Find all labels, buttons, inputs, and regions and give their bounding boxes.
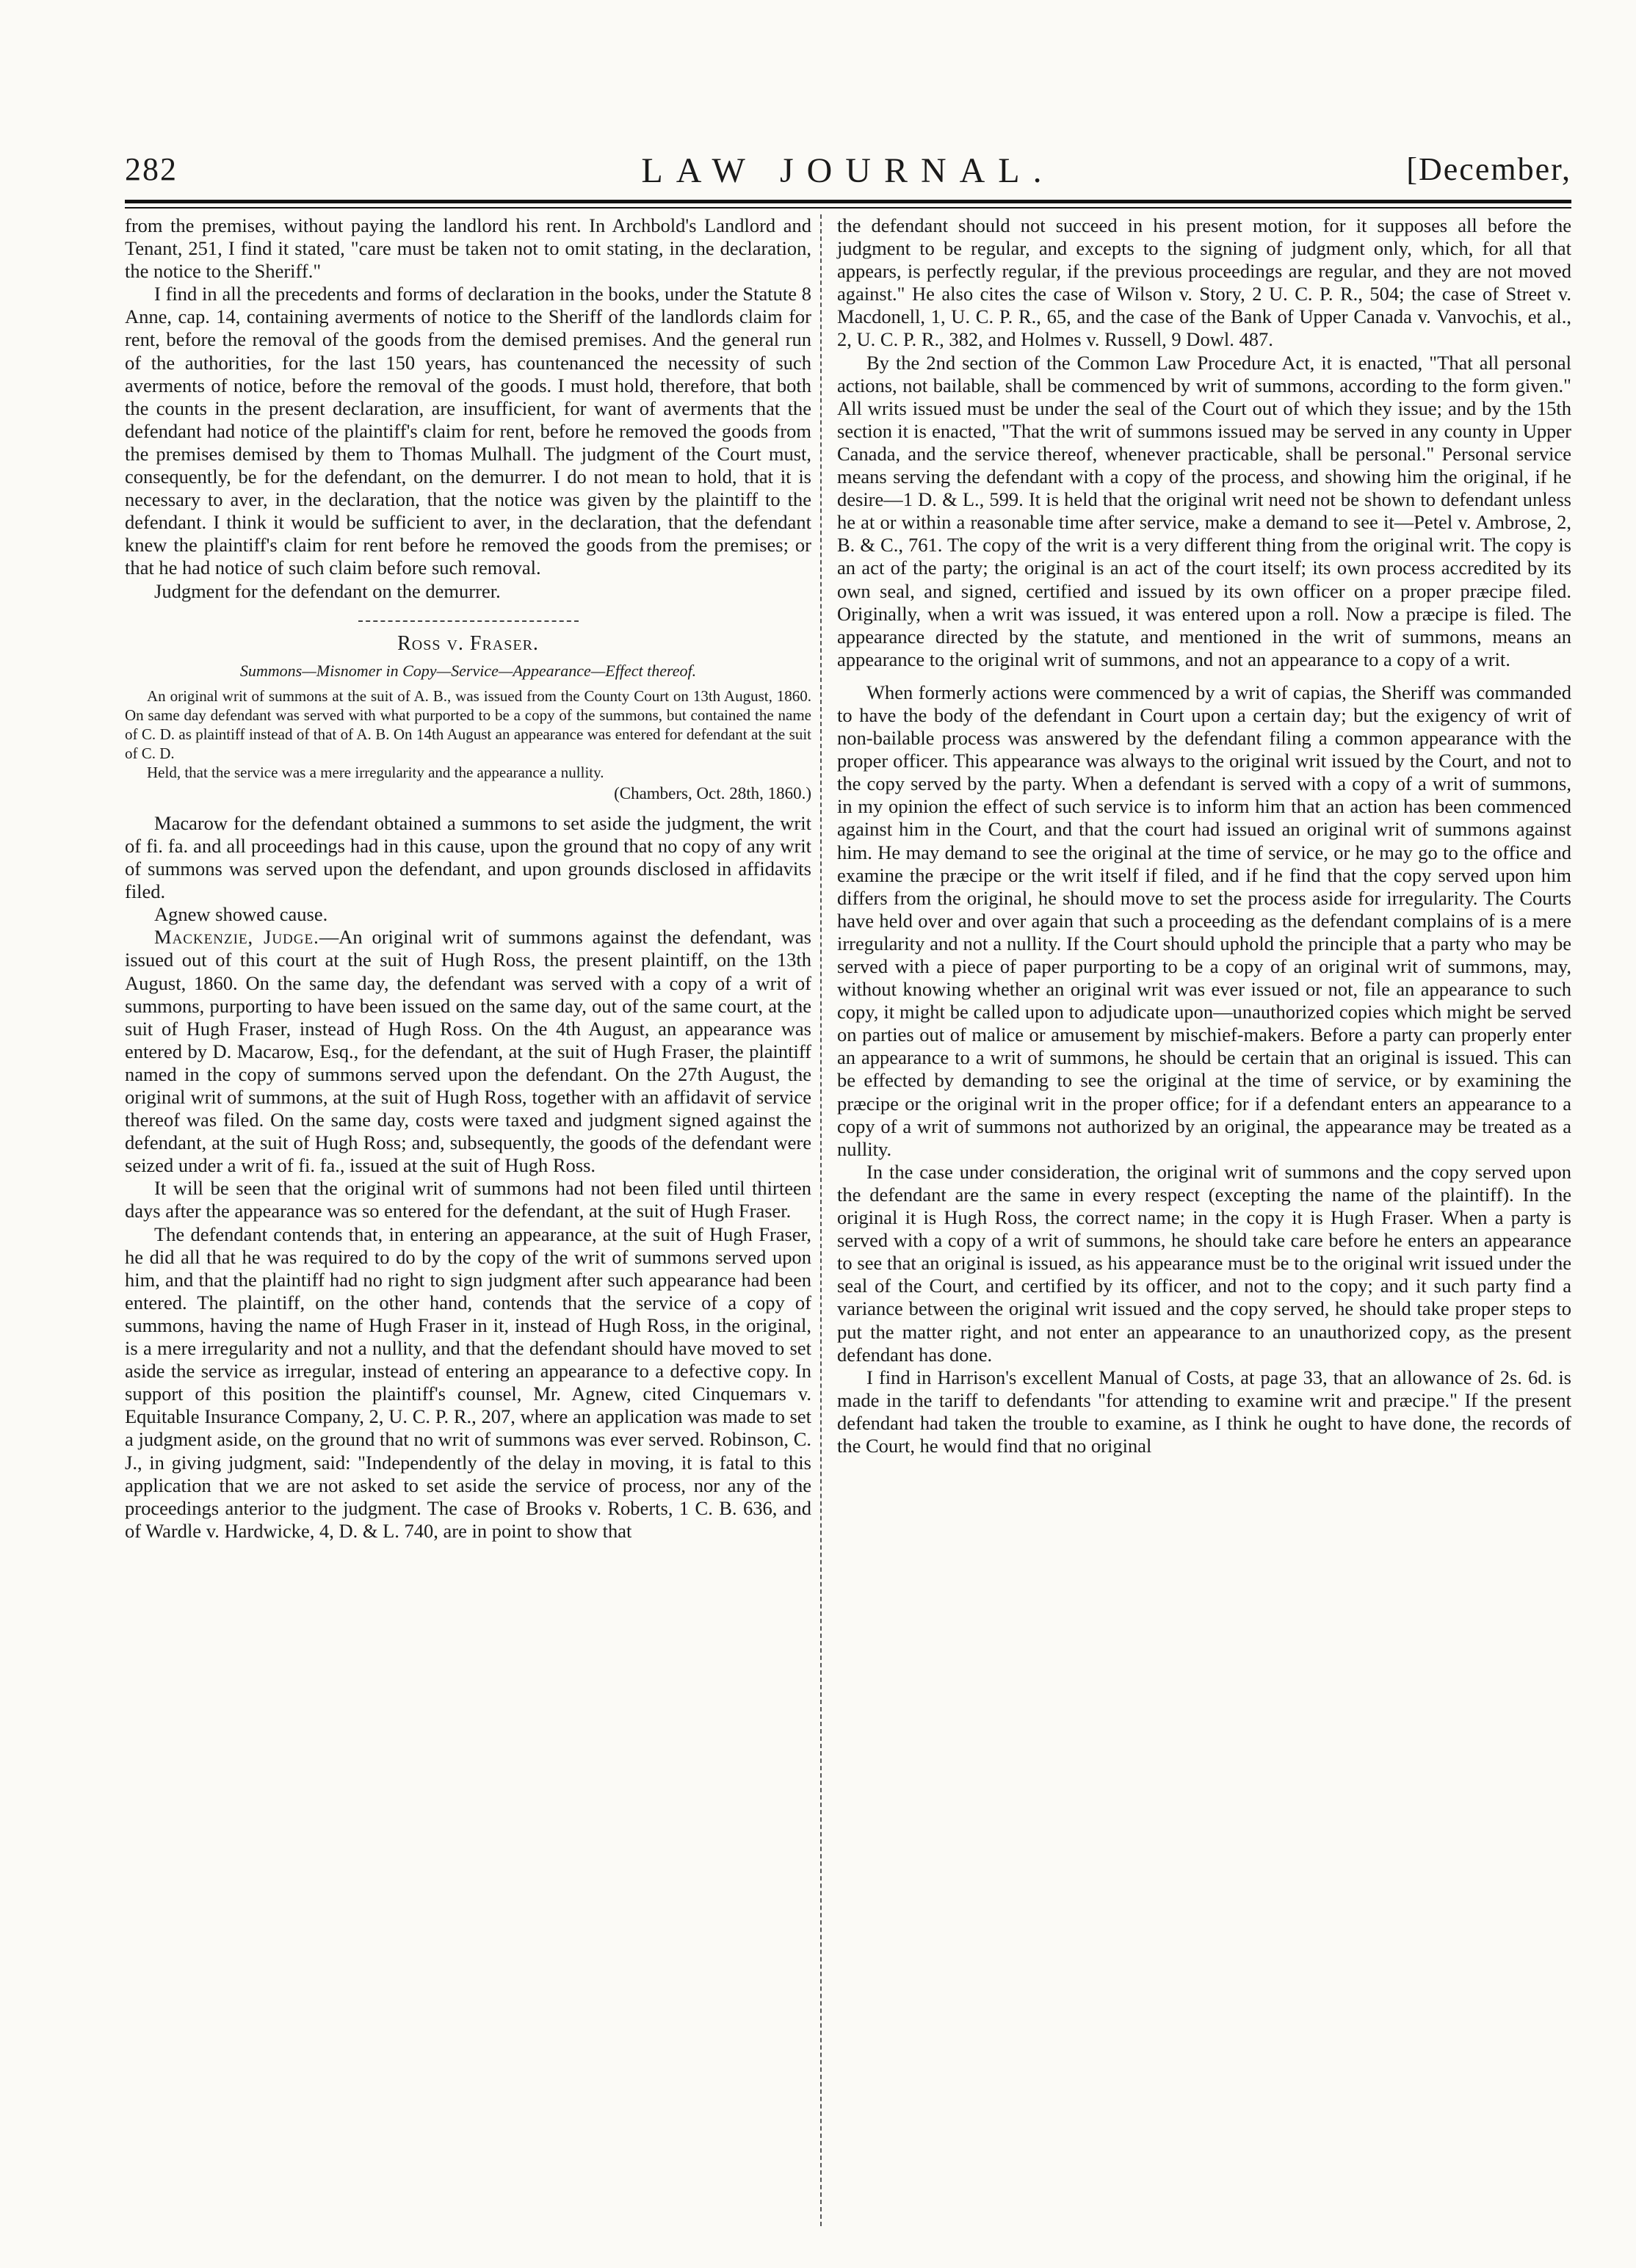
headnote: An original writ of summons at the suit of A. B., was issued from the County Court on 13th August, 1860. On same day defendant was served with what purported to be a copy of the summons, but contained the name of C. D. as plaintiff instead of that of A. B. On 14th August an appearance was entered for defendant at the suit of C. D. [125,686,811,762]
journal-title: LAW JOURNAL. [641,151,1055,190]
paragraph: By the 2nd section of the Common Law Procedure Act, it is enacted, "That all personal actions, not bailable, shall be commenced by writ of summons, according to the form given." All writs issued must be under the seal of the Court out of which they issue; and by the 15th section it is enacted, "That the writ of summons issued may be served in any county in Upper Canada, and the service thereof, whenever practicable, shall be personal." Personal service means serving the defendant with a copy of the process, and showing him the original, if he desire—1 D. & L., 599. It is held that the original writ need not be shown to defendant unless he at or within a reasonable time after service, make a demand to see it—Petel v. Ambrose, 2, B. & C., 761. The copy of the writ is a very different thing from the original writ. The copy is an act of the party; the original is an act of the court itself; its own process accredited by its own seal, and signed, certified and issued by its own officer on a proper præcipe filed. Originally, when a writ was issued, it was entered upon a roll. Now a præcipe is filed. The appearance directed by the statute, and mentioned in the writ of summons, means an appearance to the original writ of summons, and not an appearance to a copy of a writ. [837,351,1571,670]
judge-name: Mackenzie, Judge. [154,926,319,949]
paragraph: Macarow for the defendant obtained a summons to set aside the judgment, the writ of fi. fa. and all proceedings had in this cause, upon the ground that no copy of any writ of summons was served upon the defendant, and upon grounds disclosed in affidavits filed. [125,811,811,903]
court-date: (Chambers, Oct. 28th, 1860.) [614,783,811,803]
paragraph: The defendant contends that, in entering an appearance, at the suit of Hugh Fraser, he did all that he was required to do by the copy of the writ of summons served upon him, and that the plaintiff had no right to sign judgment after such appearance had been entered. The plaintiff, on the other hand, contends that the service of a copy of summons, having the name of Hugh Fraser in it, instead of Hugh Ross, in the original, is a mere irregularity and not a nullity, and that the defendant should have moved to set aside the service as irregular, instead of entering an appearance to a defective copy. In support of this position the plaintiff's counsel, Mr. Agnew, cited Cinquemars v. Equitable Insurance Company, 2, U. C. P. R., 207, where an application was made to set a judgment aside, on the ground that no writ of summons was ever served. Robinson, C. J., in giving judgment, said: "Independently of the delay in moving, it is fatal to this application that we are not asked to set aside the service of process, nor any of the proceedings anterior to the judgment. The case of Brooks v. Roberts, 1 C. B. 636, and of Wardle v. Hardwicke, 4, D. & L. 740, are in point to show that [125,1222,811,1542]
spacer [837,671,1571,681]
headnote-held: Held, that the service was a mere irregularity and the appearance a nullity. [147,763,604,781]
page-number: 282 [125,151,178,187]
case-title: Ross v. Fraser. [397,631,539,655]
column-divider [820,214,822,2226]
header-rule-thick [125,200,1571,203]
left-column [125,214,811,1543]
paragraph: from the premises, without paying the landlord his rent. In Archbold's Landlord and Tenant, 251, I find it stated, "care must be taken not to omit stating, in the declaration, the notice to the Sheriff." [125,214,811,283]
paragraph: It will be seen that the original writ of summons had not been filed until thirteen days after the appearance was so entered for the defendant, at the suit of Hugh Fraser. [125,1177,811,1222]
paragraph: Judgment for the defendant on the demurrer. [154,579,501,602]
paragraph: When formerly actions were commenced by a writ of capias, the Sheriff was commanded to have the body of the defendant in Court upon a certain day; but the exigency of writ of non-bailable process was answered by the defendant filing a common appearance with the proper officer. This appearance was always to the original writ issued by the Court, and not to the copy served by the party. When a defendant is served with a copy of a writ of summons, in my opinion the effect of such service is to inform him that an action has been commenced against him in the Court, and that the court had issued an original writ of summons against him. He may demand to see the original at the time of service, or he may go to the office and examine the præcipe or the writ itself if filed, and if he find that the copy served upon him differs from the original, he should move to set the process aside for irregularity. The Courts have held over and over again that such a proceeding as the defendant complains of is a mere irregularity and not a nullity. If the Court should uphold the principle that a party who may be served with a piece of paper purporting to be a copy of an original writ of summons, may, without knowing whether an original writ was ever issued or not, file an appearance to such copy, it might be called upon to adjudicate upon—unauthorized copies which might be served on parties out of malice or amusement by mischief-makers. Before a party can properly enter an appearance to a writ of summons, he should be certain that an original is issued. This can be effected by demanding to see the original at the time of service, or by examining the præcipe or the original writ in the proper office; for if a defendant enters an appearance to a copy of a writ of summons not authorized by an original, the appearance may be treated as a nullity. [837,681,1571,1160]
paragraph [125,926,811,1177]
paragraph: the defendant should not succeed in his present motion, for it supposes all before the judgment to be regular, and excepts to the signing of judgment only, which, for all that appears, is perfectly regular, if the previous proceedings are regular, and they are not moved against." He also cites the case of Wilson v. Story, 2 U. C. P. R., 504; the case of Street v. Macdonell, 1, U. C. P. R., 65, and the case of the Bank of Upper Canada v. Vanvochis, et al., 2, U. C. P. R., 382, and Holmes v. Russell, 9 Dowl. 487. [837,214,1571,351]
case-separator [358,620,579,622]
right-column [837,214,1571,1457]
header-rule-thin [125,207,1571,209]
paragraph: In the case under consideration, the original writ of summons and the copy served upon the defendant are the same in every respect (excepting the name of the plaintiff). In the original it is Hugh Ross, the correct name; in the copy it is Hugh Fraser. When a party is served with a copy of a writ of summons, he should take care before he enters an appearance to see that an original is issued, as his appearance must be to the original writ issued under the seal of the Court, and certified by its officer, and not to the copy; and it such party find a variance between the original writ issued and the copy served, he should take proper steps to put the matter right, and not enter an appearance to an unauthorized copy, as the present defendant has done. [837,1160,1571,1366]
case-headnote-title: Summons—Misnomer in Copy—Service—Appearance—Effect thereof. [239,661,697,680]
paragraph: I find in Harrison's excellent Manual of Costs, at page 33, that an allowance of 2s. 6d. is made in the tariff to defendants "for attending to examine writ and præcipe." If the present defendant had taken the trouble to examine, as I think he ought to have done, the records of the Court, he would find that no original [837,1366,1571,1457]
paragraph-text: —An original writ of summons against the defendant, was issued out of this court at the suit of Hugh Ross, the present plaintiff, on the 13th August, 1860. On the same day, the defendant was served with a copy of a writ of summons, purporting to have been issued on the same day, out of the same court, at the suit of Hugh Fraser, instead of Hugh Ross. On the 4th August, an appearance was entered by D. Macarow, Esq., for the defendant, at the suit of Hugh Fraser, the plaintiff named in the copy of summons served upon the defendant. On the 27th August, the original writ of summons, at the suit of Hugh Ross, together with an affidavit of service thereof was filed. On the same day, costs were taxed and judgment signed against the defendant, at the suit of Hugh Ross; and, subsequently, the goods of the defendant were seized under a writ of fi. fa., issued at the suit of Hugh Ross. [125,926,811,1177]
running-header [125,151,1571,202]
issue-month: [December, [1406,151,1571,187]
paragraph: I find in all the precedents and forms of declaration in the books, under the Statute 8 Anne, cap. 14, containing averments of notice to the Sheriff of the landlords claim for rent, before the removal of the goods from the demised premises. And the general run of the authorities, for the last 150 years, has countenanced the necessity of such averments of notice, before the removal of the goods. I must hold, therefore, that both the counts in the present declaration, are insufficient, for want of averments that the defendant had notice of the plaintiff's claim for rent, before he removed the goods from the premises demised by them to Thomas Mulhall. The judgment of the Court must, consequently, be for the defendant, on the demurrer. I do not mean to hold, that it is necessary to aver, in the declaration, that the notice was given by the plaintiff to the defendant. I think it would be sufficient to aver, in the declaration, that the defendant knew the plaintiff's claim for rent before he removed the goods from the premises; or that he had notice of such claim before such removal. [125,283,811,579]
paragraph: Agnew showed cause. [154,903,328,926]
